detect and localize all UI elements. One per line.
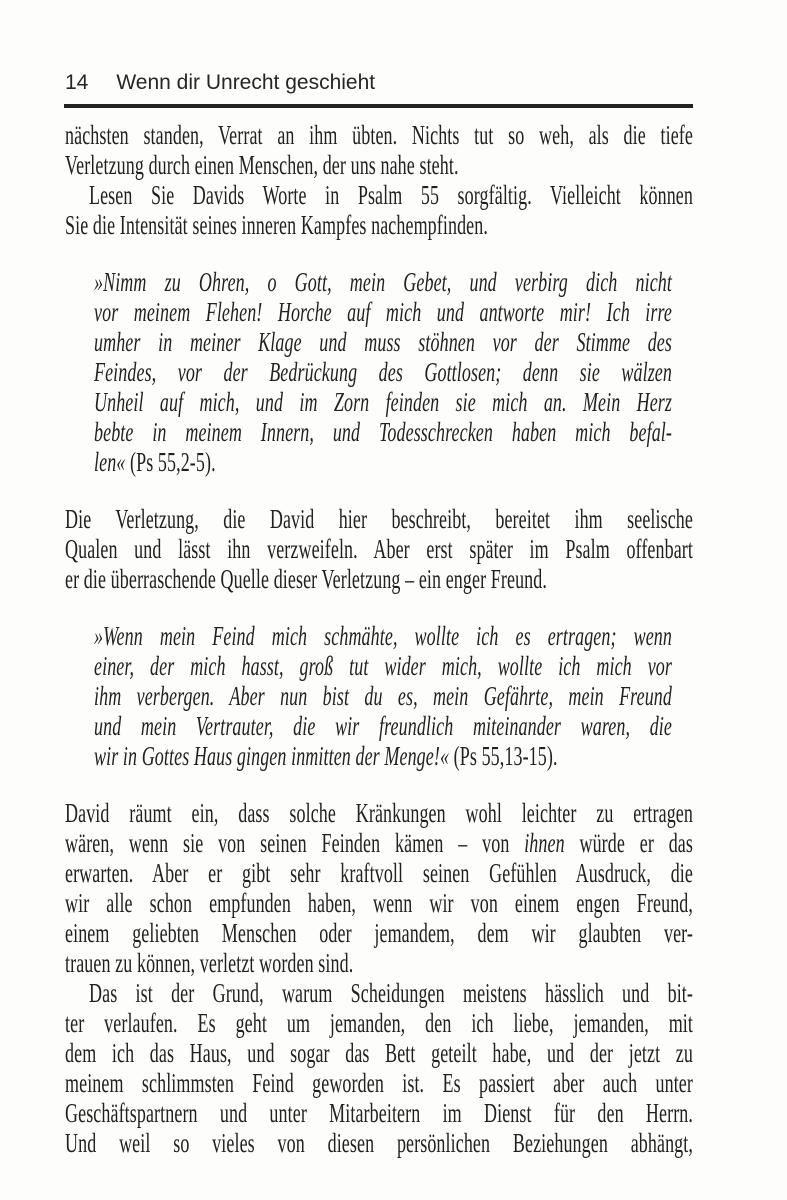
text-line: Das ist der Grund, warum Scheidungen meistens hässlich und bit-	[89, 978, 693, 1008]
text-line: meinem schlimmsten Feind geworden ist. Es passiert aber auch unter	[65, 1068, 693, 1098]
text-line: Sie die Intensität seines inneren Kampfes nachempfinden.	[65, 210, 488, 240]
text-line: Verletzung durch einen Menschen, der uns nahe steht.	[65, 150, 459, 180]
text-line: wären, wenn sie von seinen Feinden kämen – von ihnen würde er das	[65, 828, 693, 858]
text-line: David räumt ein, dass solche Kränkungen wohl leichter zu ertragen	[65, 798, 693, 828]
header-rule	[64, 104, 693, 108]
paragraph	[65, 120, 693, 180]
running-header-title: Wenn dir Unrecht geschieht	[116, 71, 376, 94]
paragraph	[65, 798, 693, 978]
text-line: dem ich das Haus, und sogar das Bett geteilt habe, und der jetzt zu	[65, 1038, 693, 1068]
text-line: Die Verletzung, die David hier beschreibt, bereitet ihm seelische	[65, 504, 693, 534]
text-line: Lesen Sie Davids Worte in Psalm 55 sorgfältig. Vielleicht können	[89, 180, 693, 210]
text-line: nächsten standen, Verrat an ihm übten. Nichts tut so weh, als die tiefe	[65, 120, 693, 150]
text-line: Und weil so vieles von diesen persönlichen Beziehungen abhängt,	[65, 1128, 693, 1158]
text-line: len« (Ps 55,2-5).	[94, 447, 216, 477]
text-line: wir alle schon empfunden haben, wenn wir von einem engen Freund,	[65, 888, 693, 918]
text-line: Qualen und lässt ihn verzweifeln. Aber erst später im Psalm offenbart	[65, 534, 693, 564]
page-body	[65, 120, 693, 1158]
psalm-quote	[65, 621, 693, 771]
text-line: einer, der mich hasst, groß tut wider mich, wollte ich mich vor	[94, 651, 672, 681]
text-line: erwarten. Aber er gibt sehr kraftvoll seinen Gefühlen Ausdruck, die	[65, 858, 693, 888]
text-line: »Wenn mein Feind mich schmähte, wollte ich es ertragen; wenn	[94, 621, 672, 651]
text-line: trauen zu können, verletzt worden sind.	[65, 948, 354, 978]
text-line: ihm verbergen. Aber nun bist du es, mein Gefährte, mein Freund	[94, 681, 672, 711]
psalm-quote	[65, 267, 693, 477]
text-line: Geschäftspartnern und unter Mitarbeitern im Dienst für den Herrn.	[65, 1098, 693, 1128]
text-line: Feindes, vor der Bedrückung des Gottlosen; denn sie wälzen	[94, 357, 672, 387]
text-line: »Nimm zu Ohren, o Gott, mein Gebet, und verbirg dich nicht	[94, 267, 672, 297]
text-line: wir in Gottes Haus gingen inmitten der Menge!« (Ps 55,13-15).	[94, 741, 558, 771]
text-line: einem geliebten Menschen oder jemandem, dem wir glaubten ver-	[65, 918, 693, 948]
page-number: 14	[65, 71, 89, 94]
text-line: bebte in meinem Innern, und Todesschrecken haben mich befal-	[94, 417, 672, 447]
text-line: umher in meiner Klage und muss stöhnen vor der Stimme des	[94, 327, 672, 357]
text-line: vor meinem Flehen! Horche auf mich und antworte mir! Ich irre	[94, 297, 672, 327]
text-line: Unheil auf mich, und im Zorn feinden sie mich an. Mein Herz	[94, 387, 672, 417]
text-line: ter verlaufen. Es geht um jemanden, den ich liebe, jemanden, mit	[65, 1008, 693, 1038]
paragraph	[65, 180, 693, 240]
text-line: und mein Vertrauter, die wir freundlich miteinander waren, die	[94, 711, 672, 741]
paragraph	[65, 504, 693, 594]
running-header	[65, 70, 693, 96]
paragraph	[65, 978, 693, 1158]
text-line: er die überraschende Quelle dieser Verletzung – ein enger Freund.	[65, 564, 547, 594]
